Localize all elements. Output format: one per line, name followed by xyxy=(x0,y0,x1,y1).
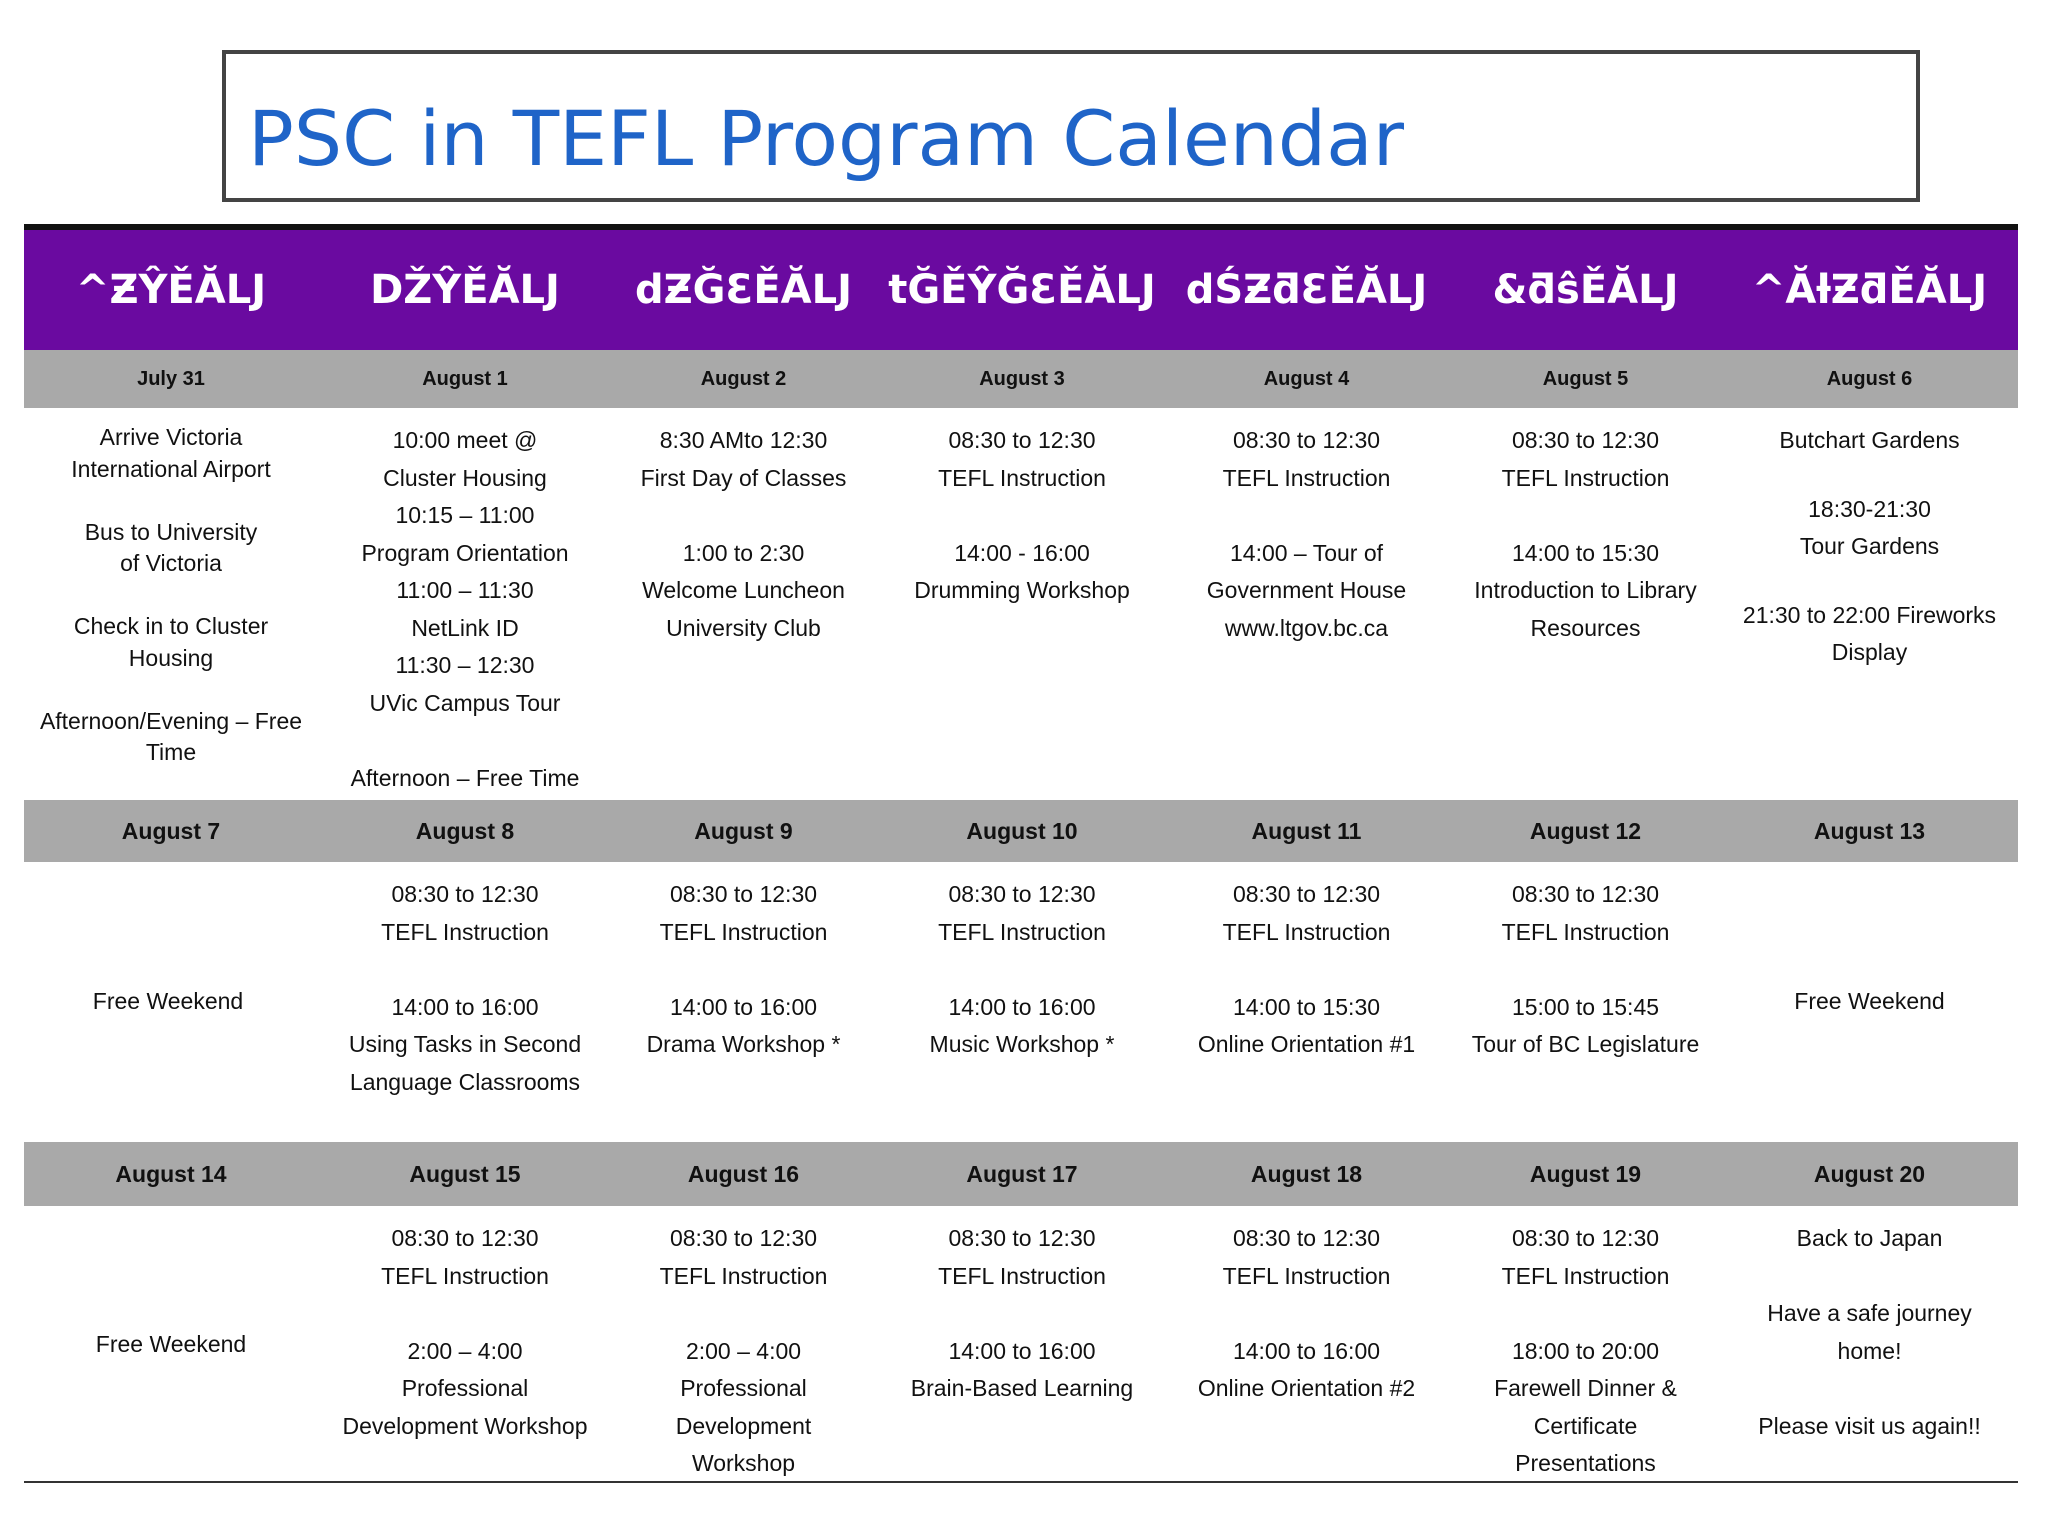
date-cell: August 12 xyxy=(1529,817,1642,844)
event-line: Online Orientation #2 xyxy=(1197,1375,1416,1401)
day-events-cell xyxy=(1444,1206,1727,1483)
event-line: Development Workshop xyxy=(342,1412,588,1439)
event-line: Brain-Based Learning xyxy=(910,1375,1134,1401)
event-line: 14:00 to 16:00 xyxy=(948,993,1096,1020)
event-line: 08:30 to 12:30 xyxy=(1232,1225,1381,1251)
event-line: 08:30 to 12:30 xyxy=(1232,881,1381,907)
event-line: 2:00 – 4:00 xyxy=(685,1337,802,1364)
event-line: UVic Campus Tour xyxy=(369,689,561,716)
title-box xyxy=(222,50,1920,202)
day-events-cell xyxy=(1169,1206,1444,1483)
event-line: 08:30 to 12:30 xyxy=(1511,881,1660,907)
event-line: 08:30 to 12:30 xyxy=(391,881,539,907)
line-spacer xyxy=(1444,497,1727,535)
line-spacer xyxy=(1727,1258,2012,1296)
event-line: Development xyxy=(675,1412,812,1439)
date-cell: August 8 xyxy=(415,817,515,844)
event-line: 10:15 – 11:00 xyxy=(395,502,535,528)
date-cell: August 18 xyxy=(1250,1160,1363,1187)
event-line: International Airport xyxy=(71,455,271,482)
event-line: Display xyxy=(1831,639,1908,665)
weekday-header-row xyxy=(24,230,2018,350)
event-line: 11:30 – 12:30 xyxy=(395,652,535,678)
event-line: Introduction to Library xyxy=(1474,577,1697,603)
event-line: 08:30 to 12:30 xyxy=(948,881,1096,907)
event-line: TEFL Instruction xyxy=(938,1262,1106,1289)
day-events-cell xyxy=(318,1206,612,1483)
event-line: 08:30 to 12:30 xyxy=(948,1225,1096,1251)
weekday-header-thursday: dŚƵƌƐĚĂǇ xyxy=(1185,267,1428,313)
line-spacer xyxy=(318,1295,612,1333)
event-line: 15:00 to 15:45 xyxy=(1511,993,1660,1020)
day-events-cell xyxy=(318,862,612,1142)
event-line: 08:30 to 12:30 xyxy=(669,881,818,907)
day-events-cell xyxy=(24,408,318,800)
line-spacer xyxy=(318,951,612,989)
event-line: NetLink ID xyxy=(411,614,519,641)
line-spacer xyxy=(24,485,318,517)
day-events-cell xyxy=(1169,862,1444,1142)
event-line: Free Weekend xyxy=(95,1330,247,1357)
day-events-cell xyxy=(24,1206,318,1483)
line-spacer xyxy=(1727,459,2012,491)
event-line: Drama Workshop * xyxy=(646,1031,841,1057)
day-events-cell xyxy=(1727,408,2012,800)
event-line: Cluster Housing xyxy=(383,464,547,491)
event-line: 14:00 to 16:00 xyxy=(1232,1337,1381,1364)
day-events-cell xyxy=(1169,408,1444,800)
event-line: Have a safe journey xyxy=(1767,1300,1972,1326)
event-line: Language Classrooms xyxy=(349,1068,581,1095)
line-spacer xyxy=(318,722,612,760)
event-line: 18:00 to 20:00 xyxy=(1511,1337,1660,1364)
event-line: 1:00 to 2:30 xyxy=(682,539,805,566)
event-line: Drumming Workshop xyxy=(914,577,1130,603)
day-events-cell xyxy=(1727,862,2012,1142)
event-line: TEFL Instruction xyxy=(1501,464,1670,491)
event-line: Program Orientation xyxy=(361,539,569,566)
event-line: Afternoon – Free Time xyxy=(350,764,580,791)
date-cell: August 11 xyxy=(1251,817,1362,844)
events-row-week-2 xyxy=(24,862,2018,1142)
event-line: 8:30 AMto 12:30 xyxy=(659,427,828,453)
event-line: Free Weekend xyxy=(1794,988,1945,1015)
event-line: 14:00 to 16:00 xyxy=(391,993,539,1020)
event-line: TEFL Instruction xyxy=(1501,1262,1670,1289)
date-cell: August 19 xyxy=(1529,1160,1642,1187)
event-line: 14:00 to 15:30 xyxy=(1511,539,1660,566)
date-cell: August 10 xyxy=(966,817,1078,844)
line-spacer xyxy=(875,497,1169,535)
day-events-cell xyxy=(612,862,875,1142)
event-line: Please visit us again!! xyxy=(1758,1412,1981,1439)
event-line: 14:00 to 16:00 xyxy=(948,1337,1096,1364)
weekday-header-saturday: ^ĂƚƵƌĚĂǇ xyxy=(1751,267,1988,313)
event-line: Presentations xyxy=(1515,1450,1656,1476)
date-cell: August 17 xyxy=(966,1160,1078,1187)
event-line: Time xyxy=(145,739,197,765)
line-spacer xyxy=(1169,951,1444,989)
day-events-cell xyxy=(1727,1206,2012,1483)
event-line: Welcome Luncheon xyxy=(642,577,845,603)
date-cell: August 20 xyxy=(1813,1160,1926,1187)
date-cell: August 5 xyxy=(1542,367,1629,390)
day-events-cell xyxy=(24,862,318,1142)
event-line: University Club xyxy=(666,614,821,641)
event-line: Back to Japan xyxy=(1796,1225,1943,1251)
date-row-week-3 xyxy=(24,1142,2018,1206)
weekday-header-tuesday: dƵĞƐĚĂǇ xyxy=(635,267,852,313)
event-line: Government House xyxy=(1206,577,1407,603)
event-line: TEFL Instruction xyxy=(938,464,1106,491)
weekday-header-monday: DŽŶĚĂǇ xyxy=(370,267,560,313)
event-line: 08:30 to 12:30 xyxy=(391,1225,539,1251)
line-spacer xyxy=(1169,497,1444,535)
events-row-week-1 xyxy=(24,408,2018,800)
line-spacer xyxy=(875,951,1169,989)
event-line: TEFL Instruction xyxy=(659,1262,828,1289)
event-line: 08:30 to 12:30 xyxy=(669,1225,818,1251)
day-events-cell xyxy=(318,408,612,800)
date-cell: August 6 xyxy=(1826,367,1913,390)
day-events-cell xyxy=(612,408,875,800)
event-line: 14:00 – Tour of xyxy=(1229,539,1384,566)
event-line: Online Orientation #1 xyxy=(1197,1031,1416,1057)
line-spacer xyxy=(24,580,318,612)
event-line: 08:30 to 12:30 xyxy=(1511,1225,1660,1251)
event-line: TEFL Instruction xyxy=(1501,918,1670,945)
event-line: Afternoon/Evening – Free xyxy=(39,707,303,734)
line-spacer xyxy=(612,951,875,989)
weekday-header-sunday: ^ƵŶĚĂǇ xyxy=(75,267,267,313)
event-line: 2:00 – 4:00 xyxy=(407,1337,523,1364)
event-line: TEFL Instruction xyxy=(659,918,828,945)
event-line: 08:30 to 12:30 xyxy=(948,427,1096,453)
event-line: Butchart Gardens xyxy=(1779,427,1960,453)
date-cell: August 15 xyxy=(409,1160,521,1187)
date-row-week-1 xyxy=(24,350,2018,408)
event-line: 14:00 - 16:00 xyxy=(954,539,1090,566)
day-events-cell xyxy=(1444,408,1727,800)
event-line: TEFL Instruction xyxy=(938,918,1106,945)
date-cell: August 2 xyxy=(700,367,787,390)
date-cell: August 13 xyxy=(1813,817,1926,844)
event-line: 08:30 to 12:30 xyxy=(1511,427,1660,453)
line-spacer xyxy=(1444,951,1727,989)
date-cell: August 16 xyxy=(687,1160,800,1187)
event-line: home! xyxy=(1837,1337,1902,1364)
event-line: TEFL Instruction xyxy=(1222,464,1391,491)
event-line: TEFL Instruction xyxy=(381,918,549,945)
event-line: Tour of BC Legislature xyxy=(1471,1031,1700,1057)
event-line: TEFL Instruction xyxy=(381,1262,549,1289)
event-line: Music Workshop * xyxy=(929,1031,1115,1057)
event-line: 14:00 to 16:00 xyxy=(669,993,818,1020)
day-events-cell xyxy=(875,408,1169,800)
event-line: Resources xyxy=(1530,614,1641,641)
line-spacer xyxy=(1727,565,2012,597)
event-line: 10:00 meet @ xyxy=(392,427,538,453)
event-line: First Day of Classes xyxy=(640,464,847,491)
event-line: Bus to University xyxy=(84,518,258,545)
date-cell: August 7 xyxy=(121,817,221,844)
line-spacer xyxy=(24,674,318,706)
event-line: Workshop xyxy=(691,1450,796,1476)
table-bottom-rule xyxy=(24,1481,2018,1483)
date-cell: August 14 xyxy=(115,1160,227,1187)
line-spacer xyxy=(1444,1295,1727,1333)
line-spacer xyxy=(612,1295,875,1333)
event-line: TEFL Instruction xyxy=(1222,1262,1391,1289)
event-line: Check in to Cluster xyxy=(73,613,269,639)
event-line: Housing xyxy=(128,644,214,671)
weekday-header-friday: &ƌŝĚĂǇ xyxy=(1492,267,1679,313)
date-cell: August 1 xyxy=(422,367,508,390)
event-line: TEFL Instruction xyxy=(1222,918,1391,945)
date-cell: July 31 xyxy=(137,367,205,390)
events-row-week-3 xyxy=(24,1206,2018,1481)
date-cell: August 4 xyxy=(1263,367,1350,390)
event-line: Certificate xyxy=(1533,1412,1638,1439)
event-line: of Victoria xyxy=(120,550,222,576)
date-cell: August 3 xyxy=(979,367,1065,390)
event-line: Free Weekend xyxy=(92,988,244,1015)
event-line: Professional xyxy=(680,1375,807,1401)
event-line: 18:30-21:30 xyxy=(1808,496,1931,522)
day-events-cell xyxy=(1444,862,1727,1142)
page-title: PSC in TEFL Program Calendar xyxy=(248,94,1404,183)
event-line: Using Tasks in Second xyxy=(348,1031,582,1057)
date-row-week-2 xyxy=(24,800,2018,862)
event-line: Arrive Victoria xyxy=(99,424,243,450)
date-cell: August 9 xyxy=(694,817,793,844)
event-line: 08:30 to 12:30 xyxy=(1232,427,1381,453)
event-line: 21:30 to 22:00 Fireworks xyxy=(1742,602,1997,628)
line-spacer xyxy=(875,1295,1169,1333)
event-line: 11:00 – 11:30 xyxy=(396,577,534,603)
line-spacer xyxy=(1727,1370,2012,1408)
day-events-cell xyxy=(875,862,1169,1142)
event-line: Professional xyxy=(401,1375,529,1401)
event-line: Tour Gardens xyxy=(1799,533,1940,559)
line-spacer xyxy=(612,497,875,535)
line-spacer xyxy=(1169,1295,1444,1333)
event-line: www.ltgov.bc.ca xyxy=(1224,614,1389,641)
event-line: Farewell Dinner & xyxy=(1494,1375,1677,1401)
day-events-cell xyxy=(612,1206,875,1483)
event-line: 14:00 to 15:30 xyxy=(1232,993,1381,1020)
weekday-header-wednesday: tĞĚŶĞƐĚĂǇ xyxy=(888,267,1156,313)
day-events-cell xyxy=(875,1206,1169,1483)
